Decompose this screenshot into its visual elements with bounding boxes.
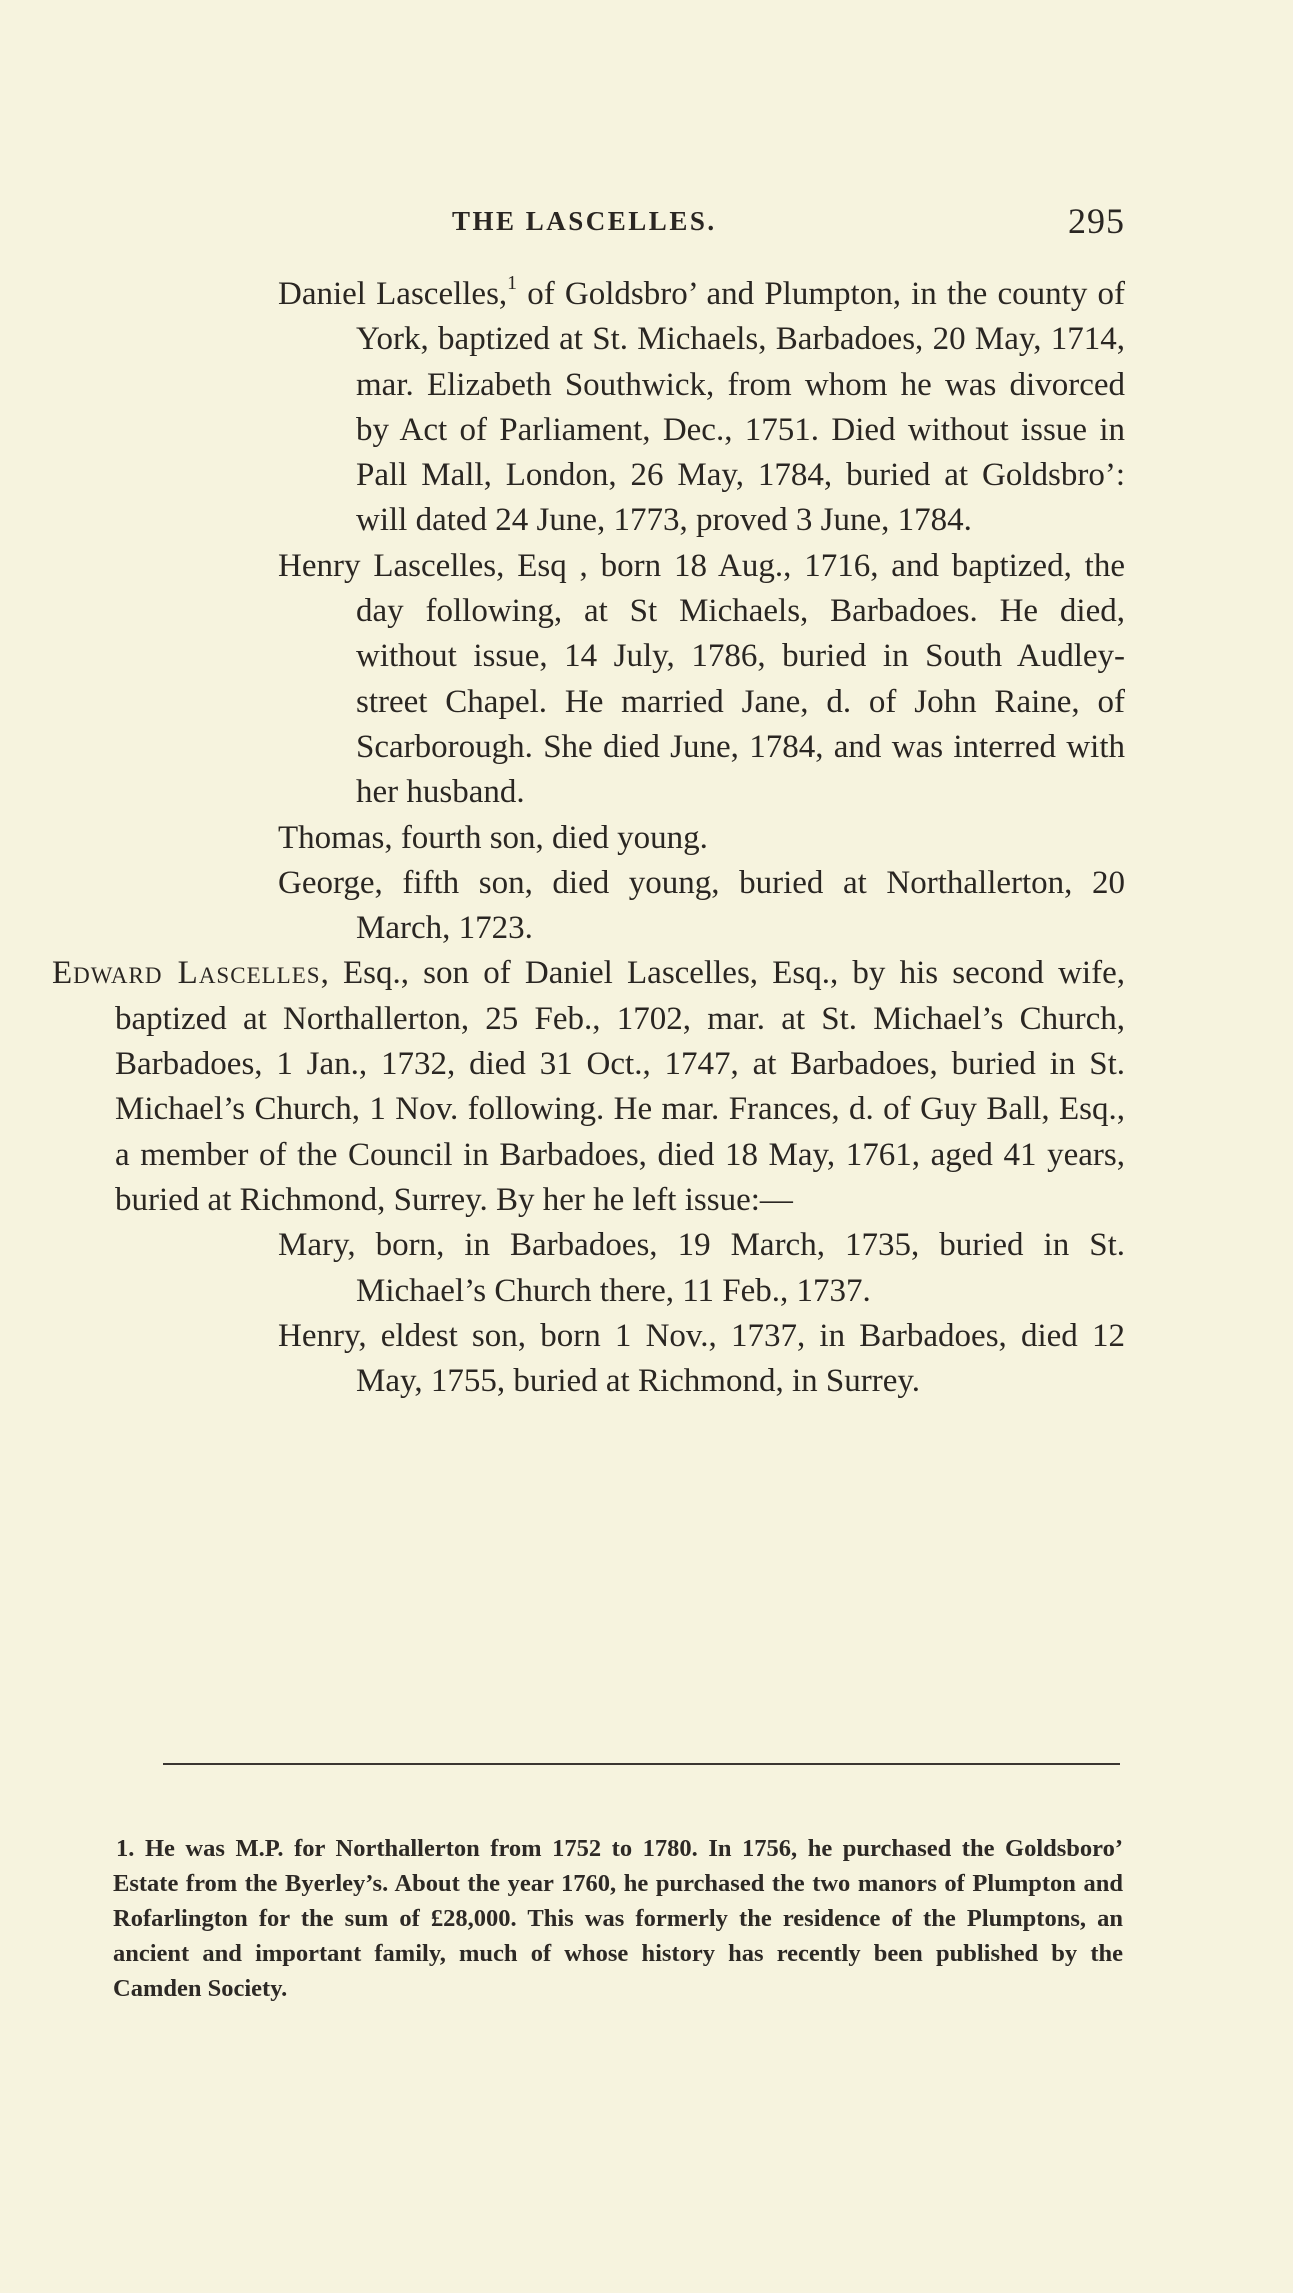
entry-daniel-lascelles — [0, 272, 1125, 544]
entry-name: Edward Lascelles — [52, 955, 321, 992]
entry-george — [0, 861, 1125, 952]
entry-text: George, fifth son, died young, buried at Northallerton, 20 March, 1723. — [278, 864, 1125, 947]
entry-henry-lascelles — [0, 544, 1125, 816]
footnote-number: 1. — [116, 1834, 135, 1862]
entry-mary — [0, 1223, 1125, 1314]
entry-text: Henry, eldest son, born 1 Nov., 1737, in Barbadoes, died 12 May, 1755, buried at Richmond, in Surrey. — [278, 1317, 1125, 1400]
entry-edward-lascelles — [0, 951, 1125, 1223]
footnote-text: He was M.P. for Northallerton from 1752 to 1780. In 1756, he purchased the Goldsboro’ Estate from the Byerley’s. About the year 1760, he purchased the two manors of Plumpton and Rofarlington for the sum of £28,000. This was formerly the residence of the Plumptons, an ancient and important family, much of whose history has recently been published by the Camden Society. — [113, 1834, 1123, 2003]
entry-text: Daniel Lascelles, — [278, 276, 508, 312]
running-head — [270, 200, 1125, 244]
footnote-reference: 1 — [507, 272, 518, 295]
entry-thomas — [0, 816, 1125, 861]
entry-henry-eldest-son — [0, 1314, 1125, 1405]
entry-text: Henry Lascelles, Esq , born 18 Aug., 1716, and baptized, the day following, at St Michaels, Barbadoes. He died, without issue, 14 July, 1786, buried in South Audley-street Chapel. He married Jane, d. of John Raine, of Scarborough. She died June, 1784, and was interred with her husband. — [278, 547, 1125, 811]
entry-text: Thomas, fourth son, died young. — [278, 819, 708, 856]
page-number: 295 — [1068, 201, 1125, 241]
running-title: THE LASCELLES. — [452, 206, 717, 236]
body-text — [0, 272, 1293, 1404]
footnote — [113, 1831, 1123, 2007]
entry-text: , Esq., son of Daniel Lascelles, Esq., by his second wife, baptized at Northallerton, 25 Feb., 1702, mar. at St. Michael’s Church, Barbadoes, 1 Jan., 1732, died 31 Oct., 1747, at Barbadoes, buried in St. Michael’s Church, 1 Nov. following. He mar. Frances, d. of Guy Ball, Esq., a member of the Council in Barbadoes, died 18 May, 1761, aged 41 years, buried at Richmond, Surrey. By her he left issue:— — [115, 955, 1125, 1218]
footnote-divider — [163, 1763, 1120, 1765]
entry-text: Mary, born, in Barbadoes, 19 March, 1735, buried in St. Michael’s Church there, 11 Feb., 1737. — [278, 1227, 1125, 1309]
entry-text-continued: of Goldsbro’ and Plumpton, in the county of York, baptized at St. Michaels, Barbadoes, 20 May, 1714, mar. Elizabeth Southwick, from whom he was divorced by Act of Parliament, Dec., 1751. Died without issue in Pall Mall, London, 26 May, 1784, buried at Goldsbro’: will dated 24 June, 1773, proved 3 June, 1784. — [356, 276, 1125, 539]
